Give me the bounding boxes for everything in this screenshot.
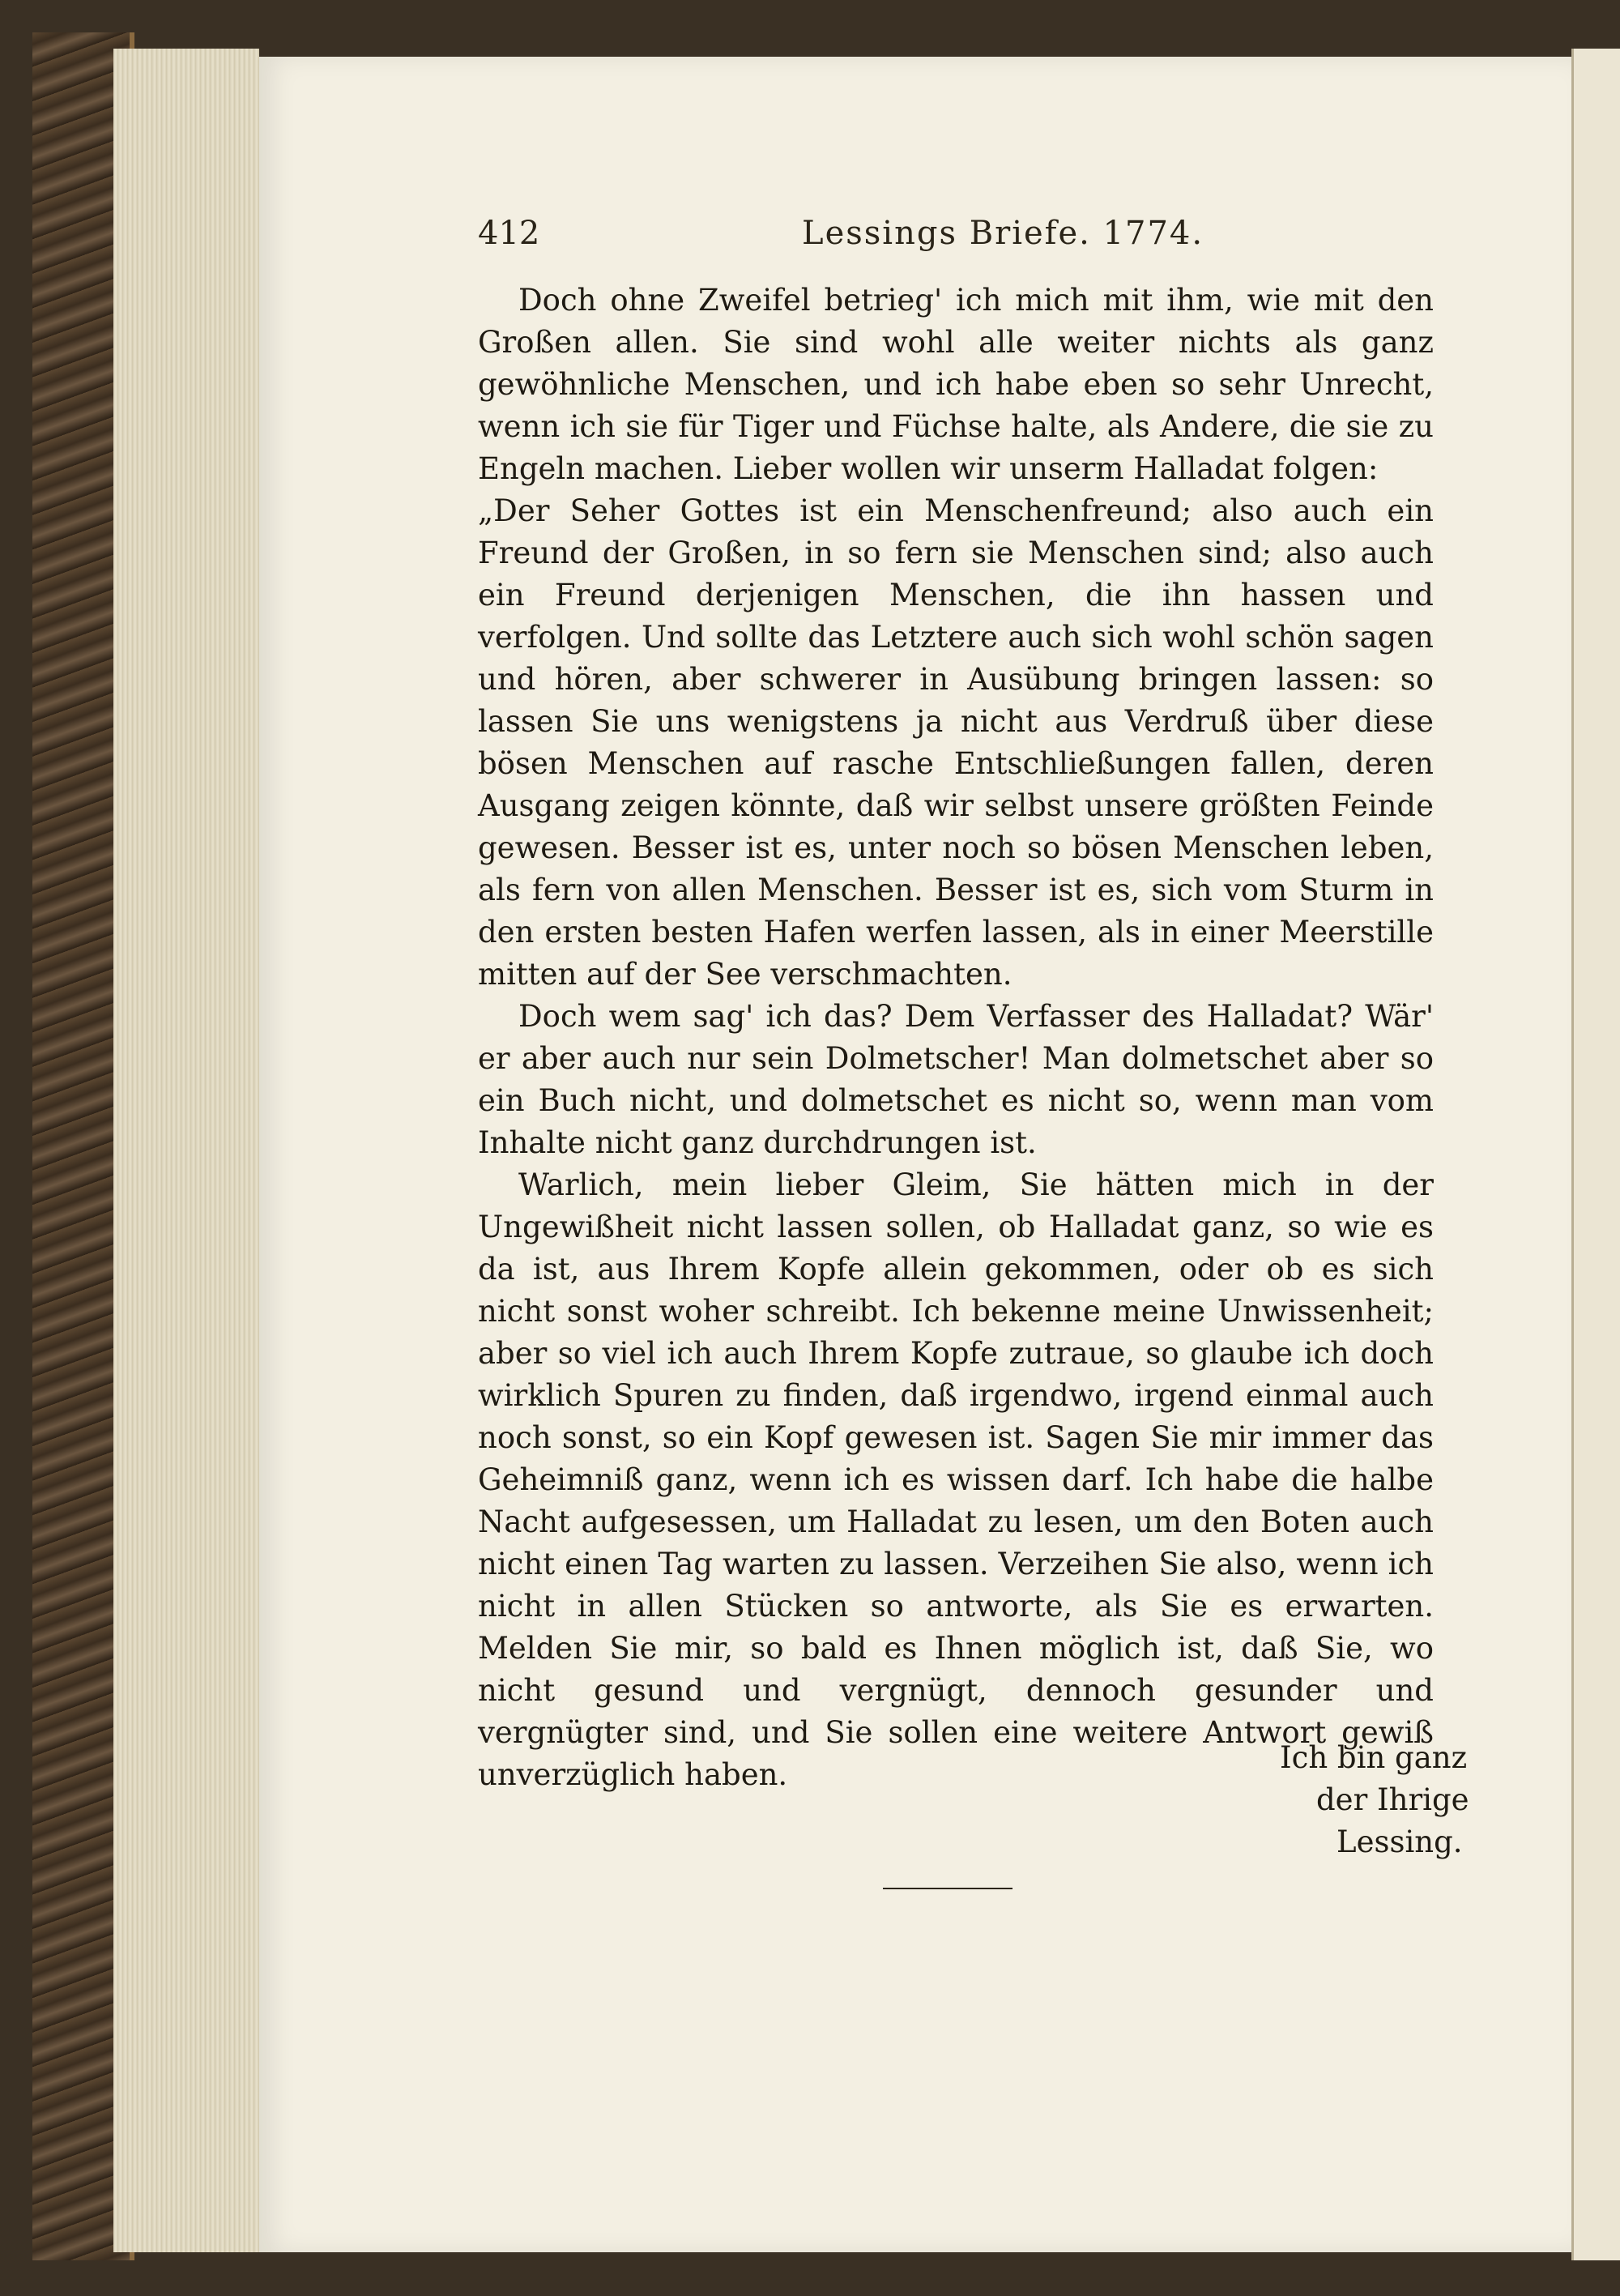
paragraph-3: Doch wem sag' ich das? Dem Verfasser des Halladat? Wär' er aber auch nur sein Dolmetscher! Man dolmetschet aber so ein Buch nicht, und dolmetschet es nicht so, wenn man vom Inhalte nicht ganz durchdrungen ist. <box>478 999 1434 1160</box>
book-page <box>259 57 1571 2252</box>
closing-line-1: Ich bin ganz <box>1280 1740 1468 1775</box>
adjacent-page <box>1571 49 1620 2260</box>
end-rule <box>883 1888 1013 1889</box>
letter-body <box>478 280 1434 1796</box>
paragraph-4: Warlich, mein lieber Gleim, Sie hätten mich in der Ungewißheit nicht lassen sollen, ob Halladat ganz, so wie es da ist, aus Ihrem Kopfe allein gekommen, oder ob es sich nicht sonst woher schreibt. Ich bekenne meine Unwissenheit; aber so viel ich auch Ihrem Kopfe zutraue, so glaube ich doch wirklich Spuren zu finden, daß irgendwo, irgend einmal auch noch sonst, so ein Kopf gewesen ist. Sagen Sie mir immer das Geheimniß ganz, wenn ich es wissen darf. Ich habe die halbe Nacht aufgesessen, um Halladat zu lesen, um den Boten auch nicht einen Tag warten zu lassen. Verzeihen Sie also, wenn ich nicht in allen Stücken so antworte, als Sie es erwarten. Melden Sie mir, so bald es Ihnen möglich ist, daß Sie, wo nicht gesund und vergnügt, dennoch gesunder und vergnügter sind, und Sie sollen eine weitere Antwort gewiß unverzüglich haben. <box>478 1167 1434 1792</box>
running-title: Lessings Briefe. 1774. <box>802 215 1204 252</box>
page-number: 412 <box>478 215 540 252</box>
page-edges <box>113 49 259 2252</box>
closing-line-2: der Ihrige <box>1316 1782 1469 1817</box>
signature: Lessing. <box>1336 1824 1463 1859</box>
paragraph-2-quote: „Der Seher Gottes ist ein Menschenfreund; also auch ein Freund der Großen, in so fern sie Menschen sind; also auch ein Freund derjenigen Menschen, die ihn hassen und verfolgen. Und sollte das Letztere auch sich wohl schön sagen und hören, aber schwerer in Ausübung bringen lassen: so lassen Sie uns wenigstens ja nicht aus Verdruß über diese bösen Menschen auf rasche Entschließungen fallen, deren Ausgang zeigen könnte, daß wir selbst unsere größten Feinde gewesen. Besser ist es, unter noch so bösen Menschen leben, als fern von allen Menschen. Besser ist es, sich vom Sturm in den ersten besten Hafen werfen lassen, als in einer Meerstille mitten auf der See verschmachten. <box>478 493 1434 992</box>
paragraph-1: Doch ohne Zweifel betrieg' ich mich mit ihm, wie mit den Großen allen. Sie sind wohl alle weiter nichts als ganz gewöhnliche Menschen, und ich habe eben so sehr Unrecht, wenn ich sie für Tiger und Füchse halte, als Andere, die sie zu Engeln machen. Lieber wollen wir unserm Halladat folgen: <box>478 283 1434 486</box>
page-header <box>478 215 1385 271</box>
